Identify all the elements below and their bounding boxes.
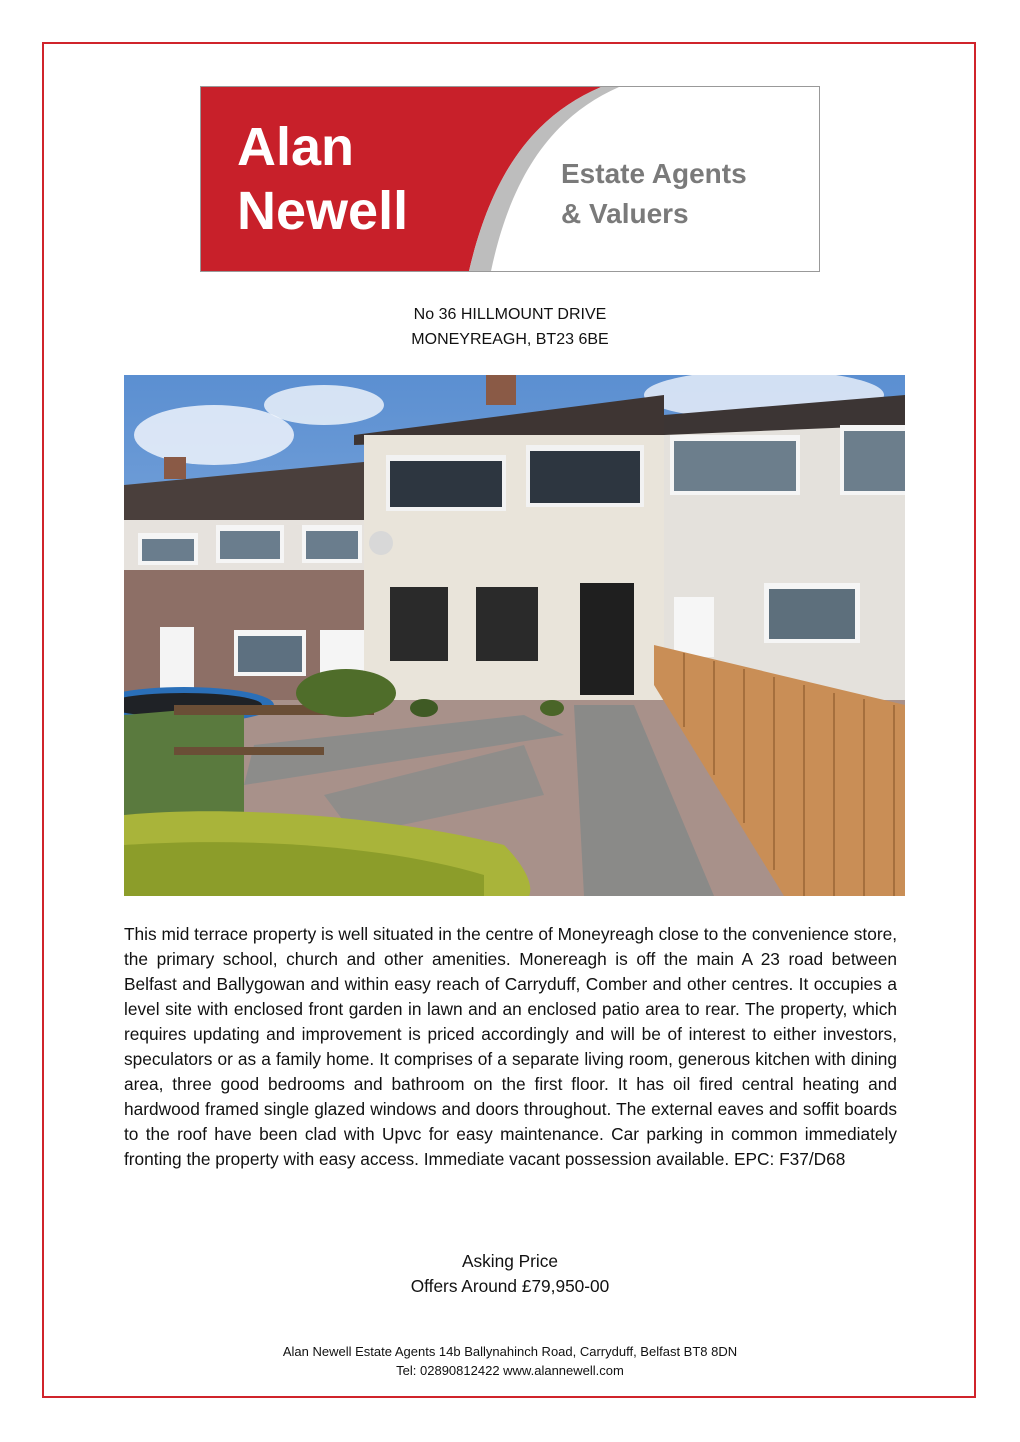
footer-contact: Tel: 02890812422 www.alannewell.com: [396, 1363, 624, 1378]
property-photo: [124, 375, 905, 896]
property-address: [0, 302, 1020, 352]
asking-price-label: Asking Price: [461, 1251, 559, 1271]
agency-footer: [0, 1342, 1020, 1380]
logo-tagline-line2: & Valuers: [561, 198, 689, 229]
property-description: This mid terrace property is well situated in the centre of Moneyreagh close to the convenience store, the primary school, church and other amenities. Monereagh is off the main A 23 road between Belfast and Ballygowan and within easy reach of Carryduff, Comber and other centres. It occupies a level site with enclosed front garden in lawn and an enclosed patio area to rear. The property, which requires updating and improvement is priced accordingly and will be of interest to either investors, speculators or as a family home. It comprises of a separate living room, generous kitchen with dining area, three good bedrooms and bathroom on the first floor. It has oil fired central heating and hardwood framed single glazed windows and doors throughout. The external eaves and soffit boards to the roof have been clad with Upvc for easy maintenance. Car parking in common immediately fronting the property with easy access. Immediate vacant possession available. EPC: F37/D68: [124, 924, 897, 1169]
agency-logo: [200, 86, 820, 272]
address-line-1: No 36 HILLMOUNT DRIVE: [413, 306, 607, 323]
asking-price-value: Offers Around £79,950-00: [410, 1276, 610, 1296]
logo-tagline-line1: Estate Agents: [561, 158, 747, 189]
asking-price: [0, 1249, 1020, 1299]
house-photo-icon: [124, 375, 905, 896]
address-line-2: MONEYREAGH, BT23 6BE: [411, 331, 609, 348]
footer-address: Alan Newell Estate Agents 14b Ballynahinch Road, Carryduff, Belfast BT8 8DN: [282, 1344, 738, 1359]
logo-name-line2: Newell: [237, 181, 409, 241]
logo-name-line1: Alan: [237, 117, 355, 177]
